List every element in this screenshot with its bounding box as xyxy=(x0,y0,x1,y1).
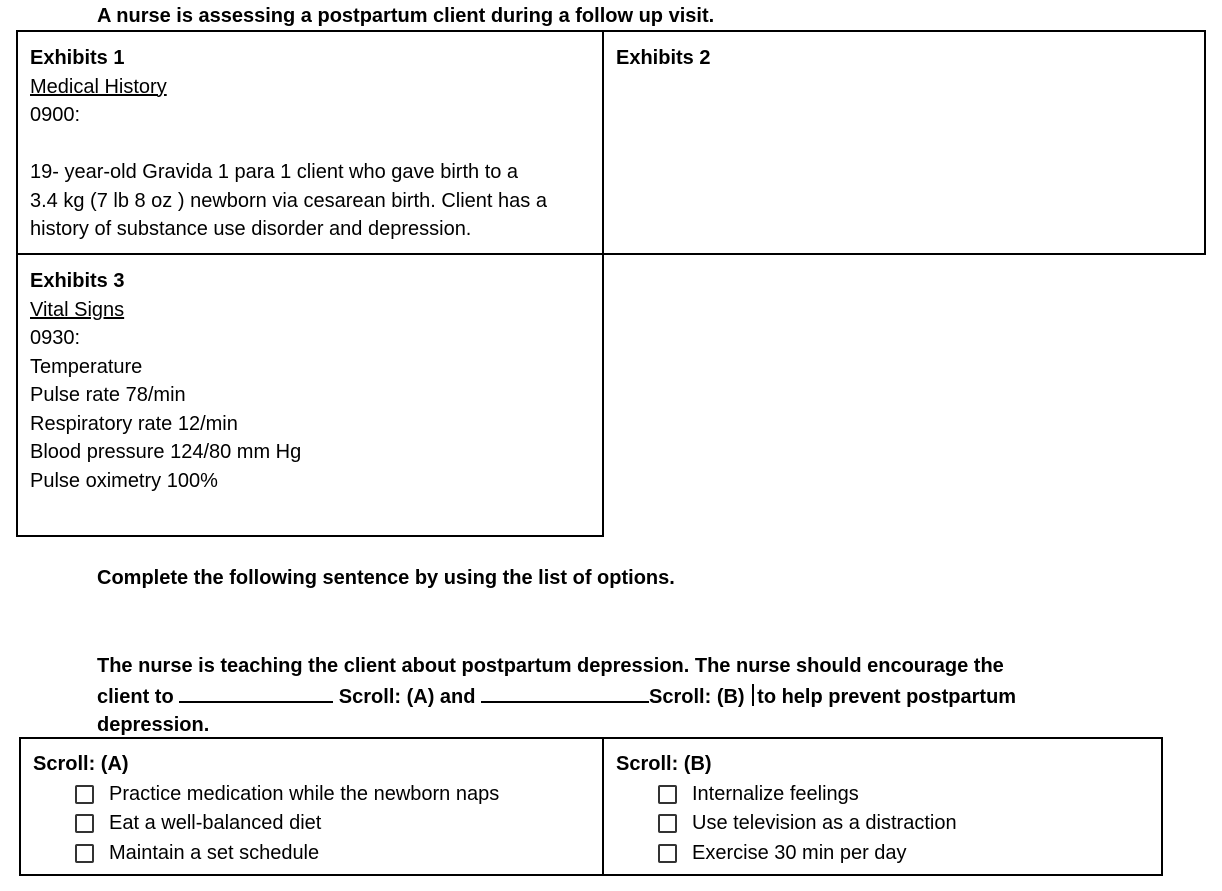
page-heading: A nurse is assessing a postpartum client during a follow up visit. xyxy=(97,5,715,27)
option-label: Use television as a distraction xyxy=(692,812,957,834)
exhibit-1-subtitle: Medical History xyxy=(30,75,167,98)
scroll-a-option[interactable] xyxy=(75,809,602,839)
checkbox[interactable] xyxy=(658,844,677,863)
option-label: Eat a well-balanced diet xyxy=(109,812,322,834)
question-text xyxy=(97,652,1097,740)
exhibit-3-panel xyxy=(16,253,604,537)
exhibit-2-panel xyxy=(602,30,1206,255)
checkbox[interactable] xyxy=(75,814,94,833)
checkbox[interactable] xyxy=(658,814,677,833)
exhibit-1-panel xyxy=(16,30,604,255)
option-label: Internalize feelings xyxy=(692,782,859,805)
question-line-1: The nurse is teaching the client about postpartum depression. The nurse should encourage the xyxy=(97,655,1004,677)
question-tail: to help prevent postpartum xyxy=(757,685,1017,708)
vital-sign-item: Temperature xyxy=(30,355,143,378)
exhibit-3-subtitle: Vital Signs xyxy=(30,298,125,321)
instruction-text: Complete the following sentence by using the list of options. xyxy=(97,567,675,589)
exhibit-3-title: Exhibits 3 xyxy=(30,270,125,292)
scroll-a-option[interactable] xyxy=(75,780,602,810)
exhibit-1-time: 0900: xyxy=(30,104,81,126)
answer-blank-b[interactable] xyxy=(481,681,649,703)
checkbox[interactable] xyxy=(75,785,94,804)
vital-sign-item: Blood pressure 124/80 mm Hg xyxy=(30,441,302,463)
question-line-3: depression. xyxy=(97,714,210,736)
question-line-2 xyxy=(97,681,1097,712)
scroll-a-title: Scroll: (A) xyxy=(33,753,129,775)
exhibit-1-title: Exhibits 1 xyxy=(30,47,125,69)
exhibit-1-line: 3.4 kg (7 lb 8 oz ) newborn via cesarean birth. Client has a xyxy=(30,189,547,212)
question-scroll-a-label: Scroll: (A) and xyxy=(338,685,476,708)
scroll-b-option[interactable] xyxy=(658,809,1161,839)
vital-sign-item: Pulse oximetry 100% xyxy=(30,469,218,492)
answer-blank-a[interactable] xyxy=(179,681,333,703)
scroll-b-panel xyxy=(602,737,1163,876)
exhibit-3-time: 0930: xyxy=(30,327,81,349)
option-label: Exercise 30 min per day xyxy=(692,841,907,864)
question-client-to: client to xyxy=(97,685,174,708)
option-label: Practice medication while the newborn naps xyxy=(109,782,500,805)
checkbox[interactable] xyxy=(75,844,94,863)
option-label: Maintain a set schedule xyxy=(109,841,320,864)
scroll-a-option[interactable] xyxy=(75,839,602,869)
scroll-b-title: Scroll: (B) xyxy=(616,753,712,775)
exhibit-2-title: Exhibits 2 xyxy=(616,47,711,69)
scroll-b-option[interactable] xyxy=(658,780,1161,810)
exhibit-1-line: history of substance use disorder and depression. xyxy=(30,218,472,240)
checkbox[interactable] xyxy=(658,785,677,804)
vital-sign-item: Respiratory rate 12/min xyxy=(30,412,238,435)
scroll-b-option[interactable] xyxy=(658,839,1161,869)
question-scroll-b-label: Scroll: (B) xyxy=(649,685,745,708)
exhibit-1-line: 19- year-old Gravida 1 para 1 client who gave birth to a xyxy=(30,161,519,183)
text-cursor xyxy=(752,684,754,706)
scroll-a-panel xyxy=(19,737,604,876)
vital-sign-item: Pulse rate 78/min xyxy=(30,384,186,406)
